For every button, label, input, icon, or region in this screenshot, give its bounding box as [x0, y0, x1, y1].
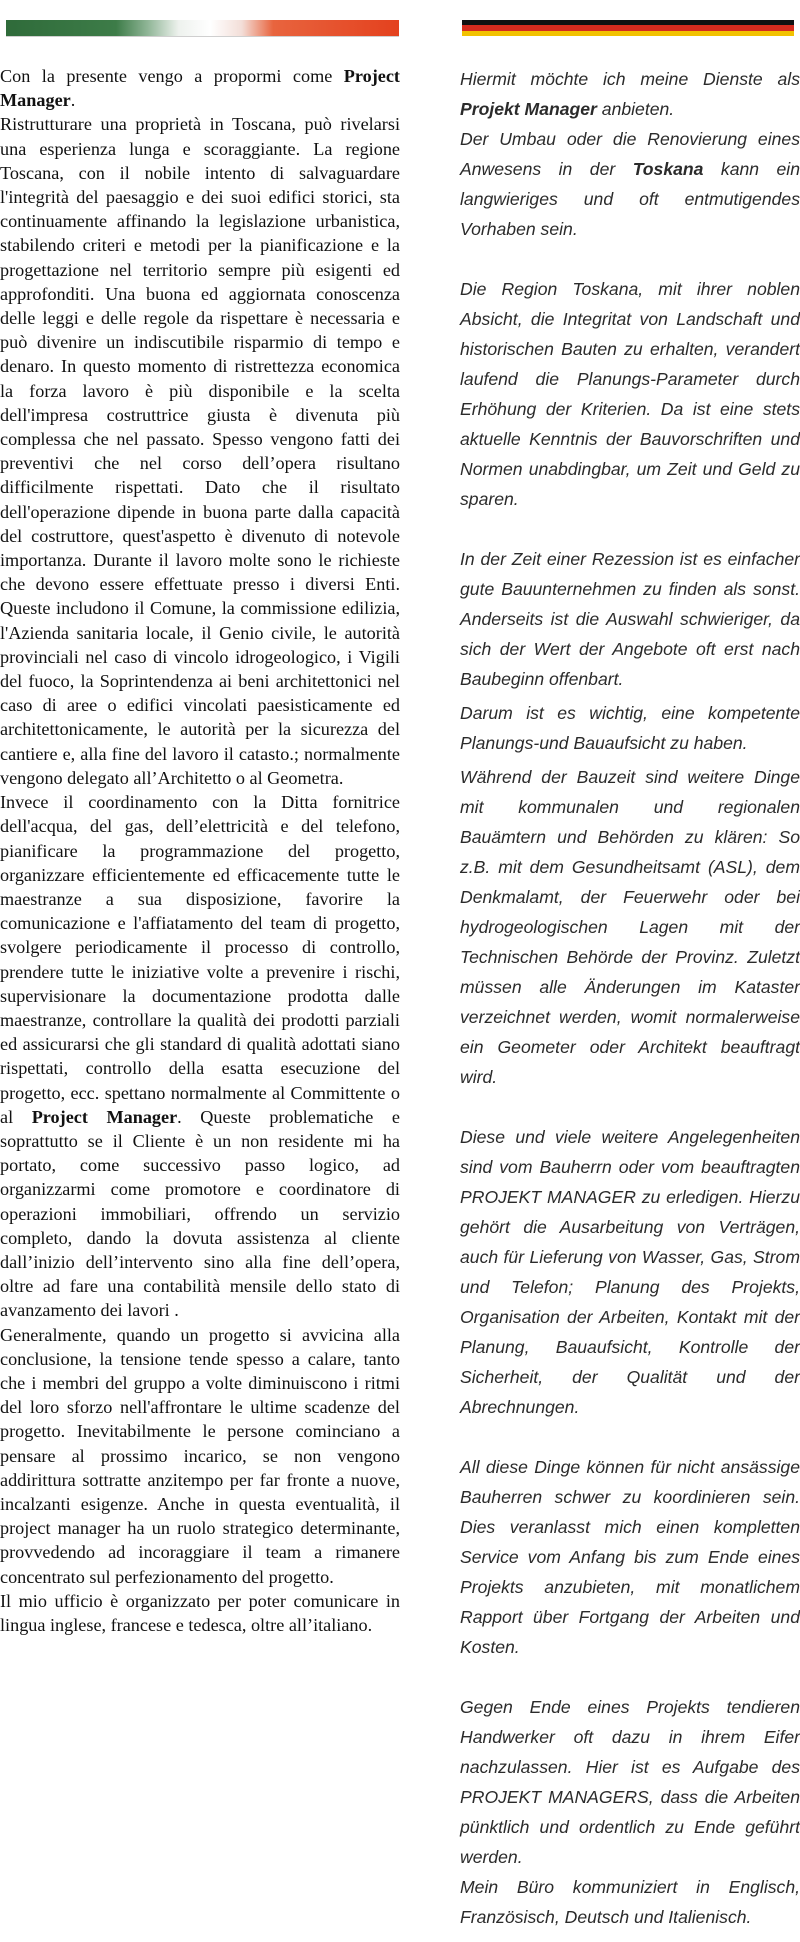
german-toskana-bold: Toskana [632, 159, 704, 179]
italian-project-manager-bold: Project Manager [0, 66, 400, 111]
german-paragraph-project-end: Gegen Ende eines Projekts tendieren Handwerker oft dazu in ihrem Eifer nachzulassen. Hier ist es Aufgabe des PROJEKT MANAGERS, dass die Arbeiten pünktlich und ordentlich zu Ende geführt werden. [460, 1697, 800, 1867]
italian-paragraph-renovation: Ristrutturare una proprietà in Toscana, può rivelarsi una esperienza lunga e scoraggiante. La regione Toscana, con il nobile intento di salvaguardare l'integrità del paesaggio e dei suoi edifici storici, sta continuamente affinando la legislazione urbanistica, stabilendo criteri e metodi per la pianificazione e la progettazione nel territorio sempre più esigenti ed approfonditi. Una buona ed aggiornata conoscenza delle leggi e delle regole da rispettare è necessaria e può divenire un indiscutibile risparmio di tempo e denaro. In questo momento di ristrettezza economica la forza lavoro è più disponibile e la scelta dell'impresa costruttrice giusta è divenuta più complessa che nel passato. Spesso vengono fatti dei preventivi che nel corso dell’opera risultano difficilmente rispettati. Dato che il risultato dell'operazione dipende in buona parte dalla capacità del costruttore, quest'aspetto è divenuto di notevole importanza. Durante il lavoro molte sono le richieste che devono essere effettuate presso i diversi Enti. Queste includono il Comune, la commissione edilizia, l'Azienda sanitaria locale, il Genio civile, le autorità provinciali nel caso di vincolo idrogeologico, i Vigili del fuoco, la Soprintendenza ai beni architettonici nel caso di aree o edifici vincolati paesisticamente ed architettonicamente, le autorità per la sicurezza del cantiere e, alla fine del lavoro il catasto.; normalmente vengono delegato all’Architetto o al Geometra. [0, 114, 400, 788]
german-flag-banner [462, 20, 794, 36]
italian-text-column [0, 64, 400, 1637]
german-intro-end: anbieten. [596, 99, 675, 119]
italian-intro-paragraph [0, 64, 400, 112]
german-renovation-end: kann ein langwieriges und oft entmutigendes Vorhaben sein. [460, 159, 800, 239]
german-paragraph-supervision: Darum ist es wichtig, eine kompetente Planungs-und Bauaufsicht zu haben. [460, 703, 800, 753]
german-paragraph-renovation [460, 124, 800, 244]
german-renovation-text: Der Umbau oder die Renovierung eines Anwesens in der [460, 129, 800, 179]
italian-paragraph-languages: Il mio ufficio è organizzato per poter comunicare in lingua inglese, francese e tedesca, oltre all’italiano. [0, 1590, 400, 1635]
italian-coordination-end: . Queste problematiche e soprattutto se il Cliente è un non residente mi ha portato, come successivo passo logico, ad organizzarmi come promotore e coordinatore di operazioni immobiliari, offrendo un servizio completo, dando la dovuta assistenza al cliente dall’inizio dell’intervento sino alla fine dell’opera, oltre ad fare una contabilità mensile dello stato di avanzamento dei lavori . [0, 1106, 400, 1321]
italian-coordination-text: Invece il coordinamento con la Ditta fornitrice dell'acqua, del gas, dell’elettricità e del telefono, pianificare la programmazione del progetto, organizzare efficientemente ed efficacemente tutte le maestranze a sua disposizione, favorire la comunicazione e l'affiatamento del team di progetto, svolgere periodicamente il processo di controllo, prendere tutte le iniziative volte a prevenire i rischi, supervisionare la documentazione prodotta dalle maestranze, controllare la qualità dei prodotti parziali ed assicurarsi che gli standard di qualità adottati siano rispettati, controllo della esatta esecuzione del progetto, ecc. spettano normalmente al Committente o al [0, 792, 400, 1127]
german-flag-gold-stripe [462, 31, 794, 36]
german-intro-paragraph [460, 64, 800, 124]
italian-intro-end: . [70, 90, 76, 111]
german-paragraph-tasks: Diese und viele weitere Angelegenheiten sind vom Bauherrn oder vom beauftragten PROJEKT MANAGER zu erledigen. Hierzu gehört die Ausarbeitung von Verträgen, auch für Lieferung von Wasser, Gas, Strom und Telefon; Planung des Projekts, Organisation der Arbeiten, Kontakt mit der Planung, Bauaufsicht, Kontrolle der Sicherheit, der Qualität und der Abrechnungen. [460, 1127, 800, 1417]
german-paragraph-recession: In der Zeit einer Rezession ist es einfacher gute Bauunternehmen zu finden als sonst. Anderseits ist die Auswahl schwieriger, da sich der Wert der Angebote oft erst nach Baubeginn offenbart. [460, 549, 800, 689]
italian-intro-text: Con la presente vengo a propormi come [0, 66, 344, 86]
italian-project-manager-bold-2: Project Manager [31, 1106, 178, 1127]
german-projekt-manager-bold: Projekt Manager [460, 99, 597, 119]
german-text-column [460, 64, 800, 1932]
german-paragraph-authorities: Während der Bauzeit sind weitere Dinge mit kommunalen und regionalen Bauämtern und Behörden zu klären: So z.B. mit dem Gesundheitsamt (ASL), dem Denkmalamt, der Feuerwehr oder bei hydrogeologischen Lagen mit der Technischen Behörde der Provinz. Zuletzt müssen alle Änderungen im Kataster verzeichnet werden, womit normalerweise ein Geometer oder Architekt beauftragt wird. [460, 767, 800, 1087]
german-paragraph-languages: Mein Büro kommuniziert in Englisch, Französisch, Deutsch und Italienisch. [460, 1877, 800, 1927]
german-paragraph-service: All diese Dinge können für nicht ansässige Bauherren schwer zu koordinieren sein. Dies veranlasst mich einen kompletten Service vom Anfang bis zum Ende eines Projekts anzubieten, mit monatlichem Rapport über Fortgang der Arbeiten und Kosten. [460, 1457, 800, 1657]
german-paragraph-region: Die Region Toskana, mit ihrer noblen Absicht, die Integritat von Landschaft und historischen Bauten zu erhalten, verandert laufend die Planungs-Parameter durch Erhöhung der Kriterien. Da ist eine stets aktuelle Kenntnis der Bauvorschriften und Normen unabdingbar, um Zeit und Geld zu sparen. [460, 279, 800, 509]
italian-paragraph-conclusion: Generalmente, quando un progetto si avvicina alla conclusione, la tensione tende spesso a calare, tanto che i membri del gruppo a volte diminuiscono i ritmi del loro sforzo nell'affrontare le ultime scadenze del progetto. Inevitabilmente le persone cominciano a pensare al prossimo incarico, se non vengono addirittura sottratte anzitempo per far fronte a nuove, incalzanti esigenze. Anche in questa eventualità, il project manager ha un ruolo strategico determinante, provvedendo ad incoraggiare il team a rimanere concentrato sul perfezionamento del progetto. [0, 1324, 400, 1587]
italian-flag-banner [6, 20, 399, 37]
german-intro-text: Hiermit möchte ich meine Dienste als [460, 69, 800, 89]
italian-paragraph-coordination [0, 790, 400, 1322]
